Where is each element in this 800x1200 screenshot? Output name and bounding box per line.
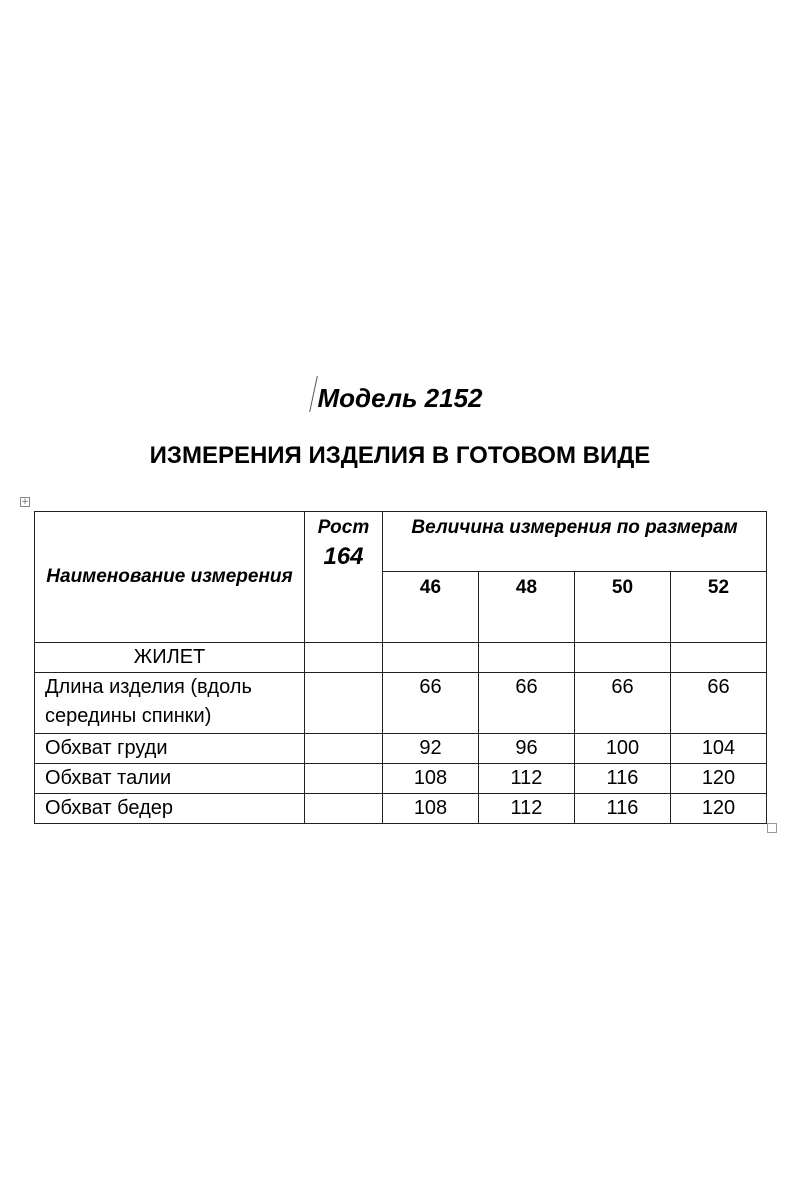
row-value: 66 — [383, 673, 479, 734]
table-row — [35, 794, 767, 824]
table-header-row — [35, 512, 767, 572]
measurement-table — [34, 511, 767, 824]
row-value: 112 — [479, 794, 575, 824]
header-height-value: 164 — [323, 543, 364, 570]
row-name: Обхват бедер — [35, 794, 305, 824]
row-name: Обхват талии — [35, 764, 305, 794]
size-52: 52 — [671, 572, 767, 643]
table-cell — [305, 643, 383, 673]
row-name: Длина изделия (вдоль середины спинки) — [35, 673, 305, 734]
model-title: Модель 2152 — [317, 383, 483, 413]
table-resize-handle[interactable] — [767, 823, 777, 833]
table-cell — [383, 643, 479, 673]
row-value: 66 — [671, 673, 767, 734]
header-height-label: Рост — [317, 517, 370, 538]
row-value: 120 — [671, 764, 767, 794]
row-value: 92 — [383, 734, 479, 764]
row-value: 100 — [575, 734, 671, 764]
table-cell — [575, 643, 671, 673]
header-sizes: Величина измерения по размерам — [383, 512, 767, 572]
row-value: 120 — [671, 794, 767, 824]
size-50: 50 — [575, 572, 671, 643]
table-row — [35, 764, 767, 794]
row-height — [305, 673, 383, 734]
row-value: 96 — [479, 734, 575, 764]
row-value: 112 — [479, 764, 575, 794]
size-48: 48 — [479, 572, 575, 643]
row-height — [305, 794, 383, 824]
section-label: ЖИЛЕТ — [35, 643, 305, 673]
row-height — [305, 734, 383, 764]
row-value: 116 — [575, 794, 671, 824]
row-value: 108 — [383, 764, 479, 794]
row-value: 104 — [671, 734, 767, 764]
table-cell — [479, 643, 575, 673]
table-cell — [671, 643, 767, 673]
row-value: 116 — [575, 764, 671, 794]
table-row — [35, 673, 767, 734]
header-measure-name — [35, 512, 305, 643]
row-value: 66 — [479, 673, 575, 734]
table-row — [35, 734, 767, 764]
row-value: 108 — [383, 794, 479, 824]
table-move-handle-icon[interactable]: + — [21, 497, 29, 507]
document-title: ИЗМЕРЕНИЯ ИЗДЕЛИЯ В ГОТОВОМ ВИДЕ — [149, 442, 651, 469]
row-value: 66 — [575, 673, 671, 734]
row-name: Обхват груди — [35, 734, 305, 764]
header-height — [305, 512, 383, 643]
row-height — [305, 764, 383, 794]
size-46: 46 — [383, 572, 479, 643]
header-measure-name-label: Наименование измерения — [46, 566, 293, 587]
section-row — [35, 643, 767, 673]
